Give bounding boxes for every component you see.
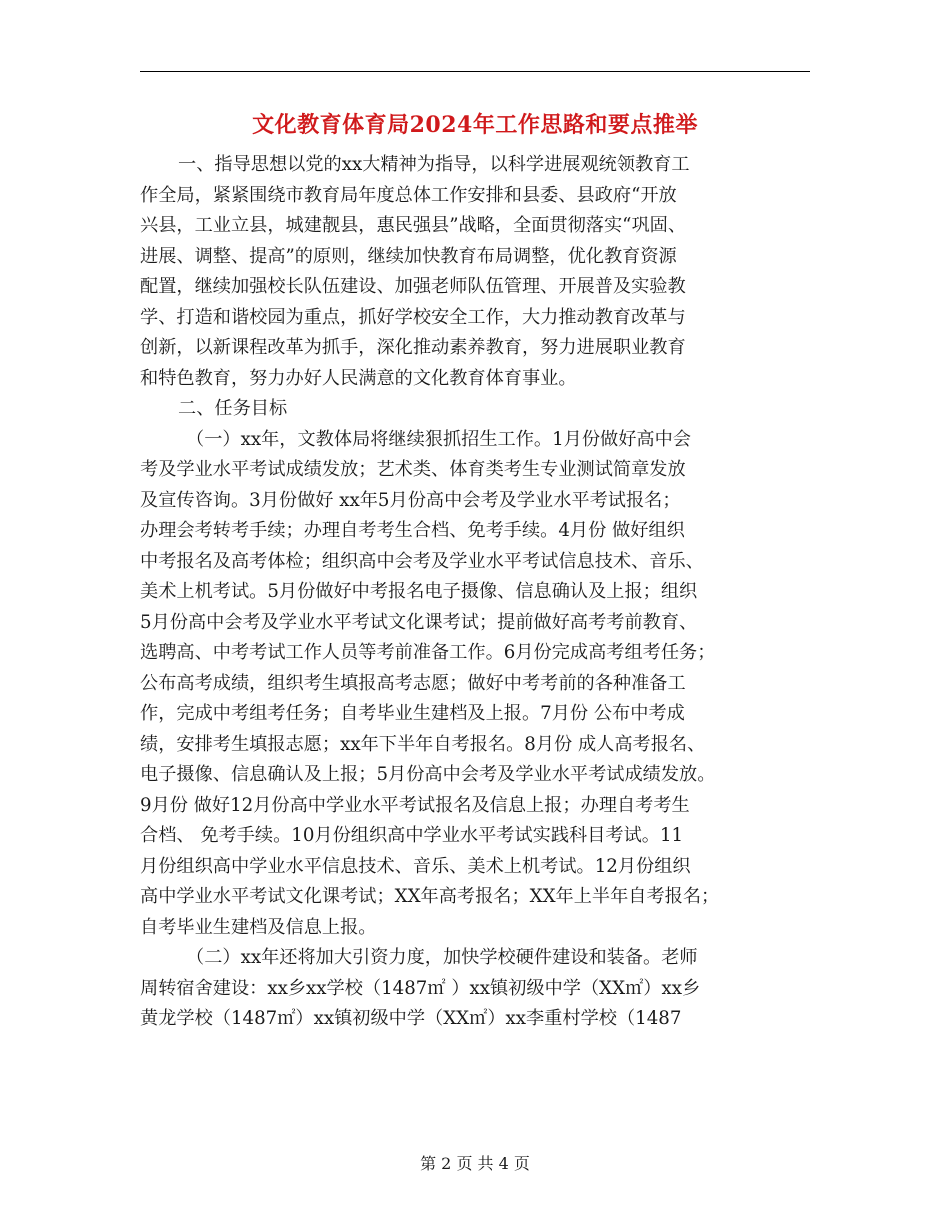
text-line: 及宣传咨询。3月份做好 xx年5月份高中会考及学业水平考试报名； [140,489,681,511]
text-line: 自考毕业生建档及信息上报。 [140,916,377,938]
text-line: 月份组织高中学业水平信息技术、音乐、美术上机考试。12月份组织 [140,855,691,877]
text-line: 5月份高中会考及学业水平考试文化课考试；提前做好高考考前教育、 [140,611,698,633]
text-line: 9月份 做好12月份高中学业水平考试报名及信息上报；办理自考考生 [140,794,690,816]
text-line: 办理会考转考手续；办理自考考生合档、免考手续。4月份 做好组织 [140,520,685,541]
document-title: 文化教育体育局2024年工作思路和要点推举 [252,112,698,138]
text-line: 公布高考成绩，组织考生填报高考志愿；做好中考考前的各种准备工 [140,672,686,694]
text-line: 中考报名及高考体检；组织高中会考及学业水平考试信息技术、音乐、 [140,550,704,572]
text-line: 作全局，紧紧围绕市教育局年度总体工作安排和县委、县政府“开放 [140,184,677,206]
text-line: 兴县，工业立县，城建靓县，惠民强县”战略，全面贯彻落实“巩固、 [140,215,687,236]
text-line: 一、指导思想以党的xx大精神为指导，以科学进展观统领教育工 [178,154,690,175]
text-line: 和特色教育，努力办好人民满意的文化教育体育事业。 [140,367,577,389]
text-line: 合档、 免考手续。10月份组织高中学业水平考试实践科目考试。11 [140,825,684,846]
text-line: 绩，安排考生填报志愿；xx年下半年自考报名。8月份 成人高考报名、 [140,733,706,755]
text-line: 高中学业水平考试文化课考试；XX年高考报名；XX年上半年自考报名； [140,886,720,907]
document-body [140,150,812,1035]
text-line: 考及学业水平考试成绩发放；艺术类、体育类考生专业测试简章发放 [140,459,686,480]
text-line: 周转宿舍建设：xx乡xx学校（1487㎡ ）xx镇初级中学（XX㎡）xx乡 [140,977,701,999]
text-line: （二）xx年还将加大引资力度，加快学校硬件建设和装备。老师 [186,947,698,968]
section-heading: 二、任务目标 [178,398,288,419]
page-footer: 第 2 页 共 4 页 [420,1154,530,1173]
text-line: 学、打造和谐校园为重点，抓好学校安全工作，大力推动教育改革与 [140,306,686,328]
text-line: 作，完成中考组考任务；自考毕业生建档及上报。7月份 公布中考成 [140,703,685,724]
header-rule [140,71,810,72]
text-line: 配置，继续加强校长队伍建设、加强老师队伍管理、开展普及实验教 [140,276,686,297]
text-line: 美术上机考试。5月份做好中考报名电子摄像、信息确认及上报；组织 [140,581,698,602]
text-line: 创新，以新课程改革为抓手，深化推动素养教育，努力进展职业教育 [140,337,686,358]
text-line: （一）xx年，文教体局将继续狠抓招生工作。1月份做好高中会 [186,428,691,450]
text-line: 进展、调整、提高”的原则，继续加快教育布局调整，优化教育资源 [140,245,677,267]
text-line: 选聘高、中考考试工作人员等考前准备工作。6月份完成高考组考任务； [140,642,716,663]
text-line: 电子摄像、信息确认及上报；5月份高中会考及学业水平考试成绩发放。 [140,764,716,785]
text-line: 黄龙学校（1487㎡）xx镇初级中学（XX㎡）xx李重村学校（1487 [140,1008,682,1029]
